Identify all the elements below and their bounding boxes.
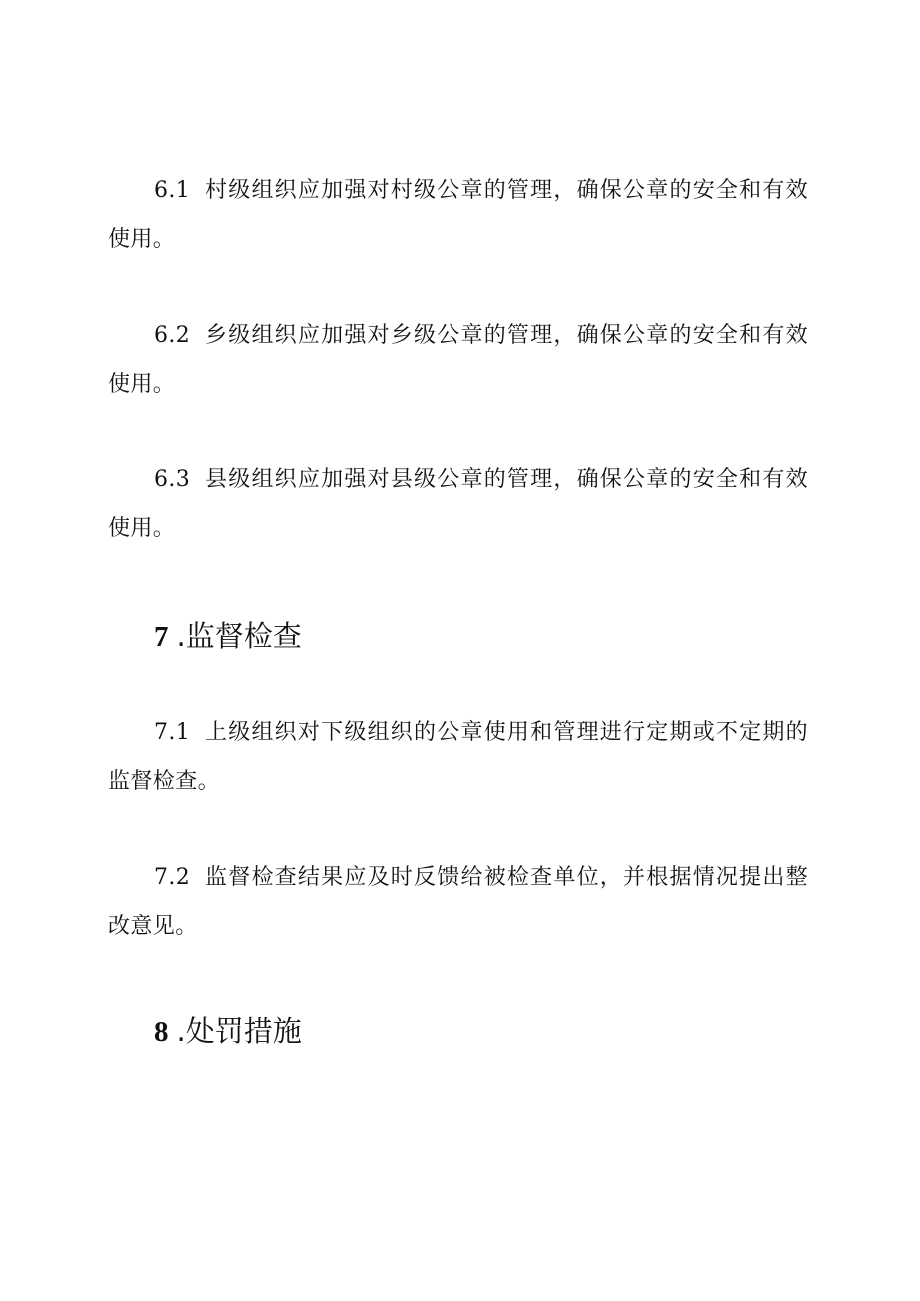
- clause-text: 监督检查结果应及时反馈给被检查单位，并根据情况提出整改意见。: [108, 865, 808, 939]
- clause-number: 6.2: [154, 323, 191, 348]
- clause-text: 村级组织应加强对村级公章的管理，确保公章的安全和有效使用。: [108, 178, 808, 252]
- clause-7-1: [108, 708, 808, 806]
- clause-number: 6.1: [154, 178, 191, 203]
- clause-6-1: [108, 166, 808, 264]
- clause-text: 上级组织对下级组织的公章使用和管理进行定期或不定期的监督检查。: [108, 720, 808, 794]
- clause-7-2: [108, 853, 808, 951]
- clause-number: 7.1: [154, 720, 191, 745]
- section-heading-7: [154, 616, 302, 657]
- section-number: 7: [154, 621, 169, 653]
- section-title: .处罚措施: [176, 1014, 302, 1048]
- clause-text: 乡级组织应加强对乡级公章的管理，确保公章的安全和有效使用。: [108, 323, 808, 397]
- clause-6-2: [108, 311, 808, 409]
- clause-text: 县级组织应加强对县级公章的管理，确保公章的安全和有效使用。: [108, 467, 808, 541]
- clause-6-3: [108, 455, 808, 553]
- section-number: 8: [154, 1016, 169, 1048]
- clause-number: 7.2: [154, 865, 191, 890]
- clause-number: 6.3: [154, 467, 191, 492]
- section-title: .监督检查: [176, 619, 302, 653]
- section-heading-8: [154, 1011, 302, 1052]
